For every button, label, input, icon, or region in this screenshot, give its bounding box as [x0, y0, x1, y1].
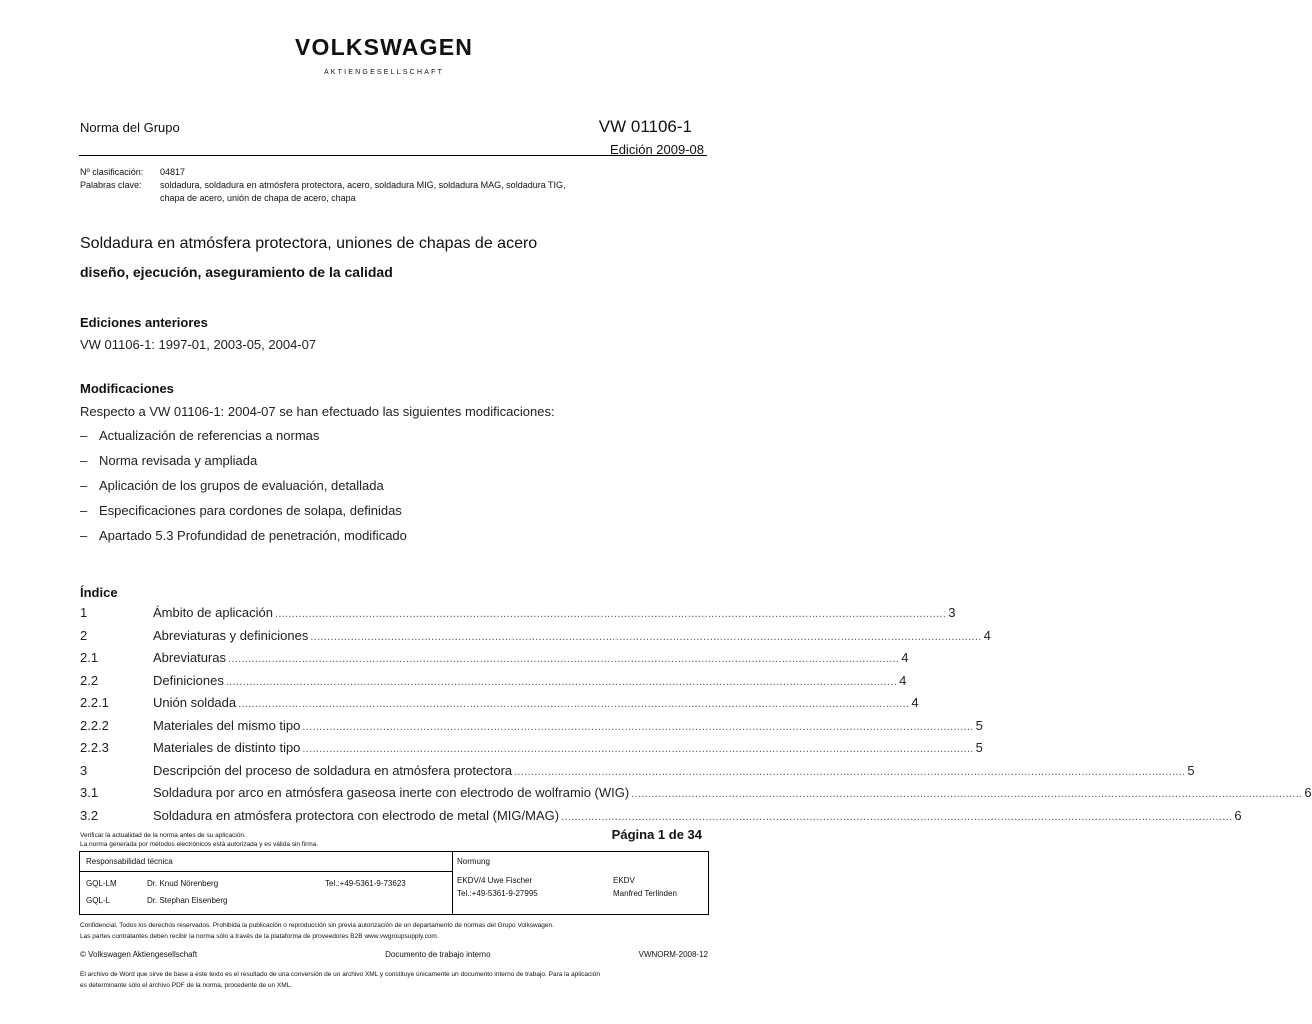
toc-page-number: 4 [901, 650, 909, 665]
keywords-label: Palabras clave: [80, 180, 142, 190]
toc-section-number: 2 [80, 627, 88, 643]
confidential-notice: Confidencial. Todos los derechos reservados. Prohibida la publicación o reproducción sin previa autorización de un departamento de normas del Grupo Volkswagen. [80, 922, 554, 929]
list-item: – Apartado 5.3 Profundidad de penetración, modificado [80, 528, 407, 553]
toc-leader-dots: ........................................................................................................................................................................................................ [631, 788, 1303, 800]
dash-bullet: – [80, 478, 88, 493]
toc-section-title: Soldadura en atmósfera protectora con electrodo de metal (MIG/MAG) [153, 807, 560, 823]
toc-section-number: 2.2.1 [80, 695, 109, 710]
toc-leader-dots: ........................................................................................................................................................................................................ [302, 743, 974, 755]
toc-row[interactable] [80, 605, 956, 628]
brand-subtitle: AKTIENGESELLSCHAFT [323, 69, 445, 76]
document-type: Documento de trabajo interno [385, 950, 491, 959]
toc-section-title: Unión soldada [153, 695, 237, 710]
toc-leader-dots: ........................................................................................................................................................................................................ [302, 720, 974, 733]
conversion-note-line-2: es determinante sólo el archivo PDF de la norma, procedente de un XML. [80, 982, 293, 989]
footer-bar [80, 950, 708, 959]
toc-section-title: Materiales de distinto tipo [153, 740, 301, 755]
responsibility-heading: Responsabilidad técnica [86, 857, 173, 866]
toc-leader-dots: ........................................................................................................................................................................................................ [514, 765, 1186, 778]
modifications-intro: Respecto a VW 01106-1: 2004-07 se han efectuado las siguientes modificaciones: [80, 404, 555, 419]
standard-number: VW 01106-1 [598, 117, 692, 136]
toc-page-number: 6 [1234, 807, 1242, 823]
conversion-note-line-1: El archivo de Word que sirve de base a este texto es el resultado de una conversión de un archivo XML y constituye únicamente un documento interno de trabajo. Para la aplicación [80, 971, 600, 978]
page-number: Página 1 de 34 [611, 827, 702, 842]
document-title: Soldadura en atmósfera protectora, uniones de chapas de acero [80, 235, 538, 252]
table-of-contents [80, 605, 1312, 830]
responsible-code: GQL-LM [86, 879, 117, 888]
dash-bullet: – [80, 453, 88, 468]
normung-heading: Normung [457, 857, 490, 866]
responsibility-box [79, 851, 709, 915]
toc-page-number: 4 [899, 672, 907, 688]
toc-page-number: 6 [1304, 785, 1312, 800]
toc-leader-dots: ........................................................................................................................................................................................................ [238, 698, 910, 710]
toc-leader-dots: ........................................................................................................................................................................................................ [561, 810, 1233, 823]
modifications-heading: Modificaciones [80, 381, 174, 396]
electronic-notice: La norma generada por métodos electrónicos está autorizada y es válida sin firma. [80, 841, 319, 848]
responsible-phone: Tel.:+49-5361-9-73623 [325, 879, 406, 888]
normung-head: Manfred Terlinden [613, 889, 677, 898]
normung-department: EKDV [613, 876, 635, 885]
dash-bullet: – [80, 503, 88, 518]
toc-leader-dots: ........................................................................................................................................................................................................ [225, 675, 898, 688]
toc-row[interactable] [80, 672, 907, 696]
toc-leader-dots: ........................................................................................................................................................................................................ [274, 608, 947, 620]
toc-section-title: Abreviaturas [153, 650, 226, 665]
toc-section-title: Materiales del mismo tipo [153, 717, 301, 733]
toc-section-number: 2.1 [80, 650, 99, 665]
responsible-name: Dr. Knud Nörenberg [147, 879, 219, 888]
toc-page-number: 5 [1187, 762, 1195, 778]
toc-section-number: 2.2.3 [80, 740, 109, 755]
previous-editions-text: VW 01106-1: 1997-01, 2003-05, 2004-07 [80, 337, 317, 352]
toc-page-number: 3 [948, 605, 956, 620]
keywords-line-1: soldadura, soldadura en atmósfera protectora, acero, soldadura MIG, soldadura MAG, soldadura TIG, [160, 180, 566, 190]
toc-section-number: 2.2.2 [80, 717, 109, 733]
toc-section-number: 1 [80, 605, 88, 620]
toc-row[interactable] [80, 695, 919, 718]
toc-row[interactable] [80, 785, 1312, 808]
list-item: – Aplicación de los grupos de evaluación, detallada [80, 478, 407, 503]
form-id: VWNORM-2008-12 [638, 950, 708, 959]
document-subtitle: diseño, ejecución, aseguramiento de la calidad [80, 264, 393, 280]
toc-row[interactable] [80, 762, 1195, 786]
responsible-name: Dr. Stephan Eisenberg [147, 896, 228, 905]
toc-section-title: Descripción del proceso de soldadura en atmósfera protectora [153, 762, 513, 778]
list-item: – Norma revisada y ampliada [80, 453, 407, 478]
toc-page-number: 4 [911, 695, 919, 710]
list-item: – Especificaciones para cordones de solapa, definidas [80, 503, 407, 528]
classification-label: Nº clasificación: [80, 167, 144, 177]
list-item: – Actualización de referencias a normas [80, 428, 407, 453]
dash-bullet: – [80, 428, 88, 443]
dash-bullet: – [80, 528, 88, 543]
toc-page-number: 5 [975, 717, 983, 733]
toc-row[interactable] [80, 650, 909, 673]
toc-section-title: Abreviaturas y definiciones [153, 627, 309, 643]
toc-section-title: Definiciones [153, 672, 224, 688]
classification-value: 04817 [160, 167, 186, 177]
toc-section-number: 3.2 [80, 807, 99, 823]
toc-section-title: Soldadura por arco en atmósfera gaseosa inerte con electrodo de wolframio (WIG) [153, 785, 630, 800]
toc-section-number: 2.2 [80, 672, 99, 688]
toc-leader-dots: ........................................................................................................................................................................................................ [310, 630, 982, 643]
keywords-line-2: chapa de acero, unión de chapa de acero, chapa [160, 193, 356, 203]
standard-label: Norma del Grupo [80, 120, 180, 135]
toc-row[interactable] [80, 717, 983, 741]
modifications-list [80, 428, 407, 553]
toc-row[interactable] [80, 627, 991, 651]
toc-section-number: 3.1 [80, 785, 99, 800]
toc-page-number: 5 [975, 740, 983, 755]
toc-row[interactable] [80, 740, 983, 763]
toc-page-number: 4 [983, 627, 991, 643]
brand-logo: VOLKSWAGEN [294, 34, 474, 60]
toc-section-title: Ámbito de aplicación [153, 605, 273, 620]
box-divider-vertical [452, 852, 453, 914]
copyright: © Volkswagen Aktiengesellschaft [80, 950, 198, 959]
toc-section-number: 3 [80, 762, 88, 778]
header-divider [79, 155, 707, 156]
supplier-notice: Las partes contratantes deben recibir la norma sólo a través de la plataforma de proveedores B2B www.vwgroupsupply.com. [80, 933, 439, 940]
edition: Edición 2009-08 [610, 142, 704, 157]
previous-editions-heading: Ediciones anteriores [80, 315, 208, 330]
toc-leader-dots: ........................................................................................................................................................................................................ [227, 653, 900, 665]
responsible-code: GQL-L [86, 896, 111, 905]
normung-contact: EKDV/4 Uwe Fischer [457, 876, 533, 885]
normung-phone: Tel.:+49-5361-9-27995 [457, 889, 538, 898]
toc-heading: Índice [80, 585, 118, 600]
validity-notice: Verificar la actualidad de la norma antes de su aplicación. [80, 832, 246, 839]
box-divider-horizontal [80, 871, 452, 872]
